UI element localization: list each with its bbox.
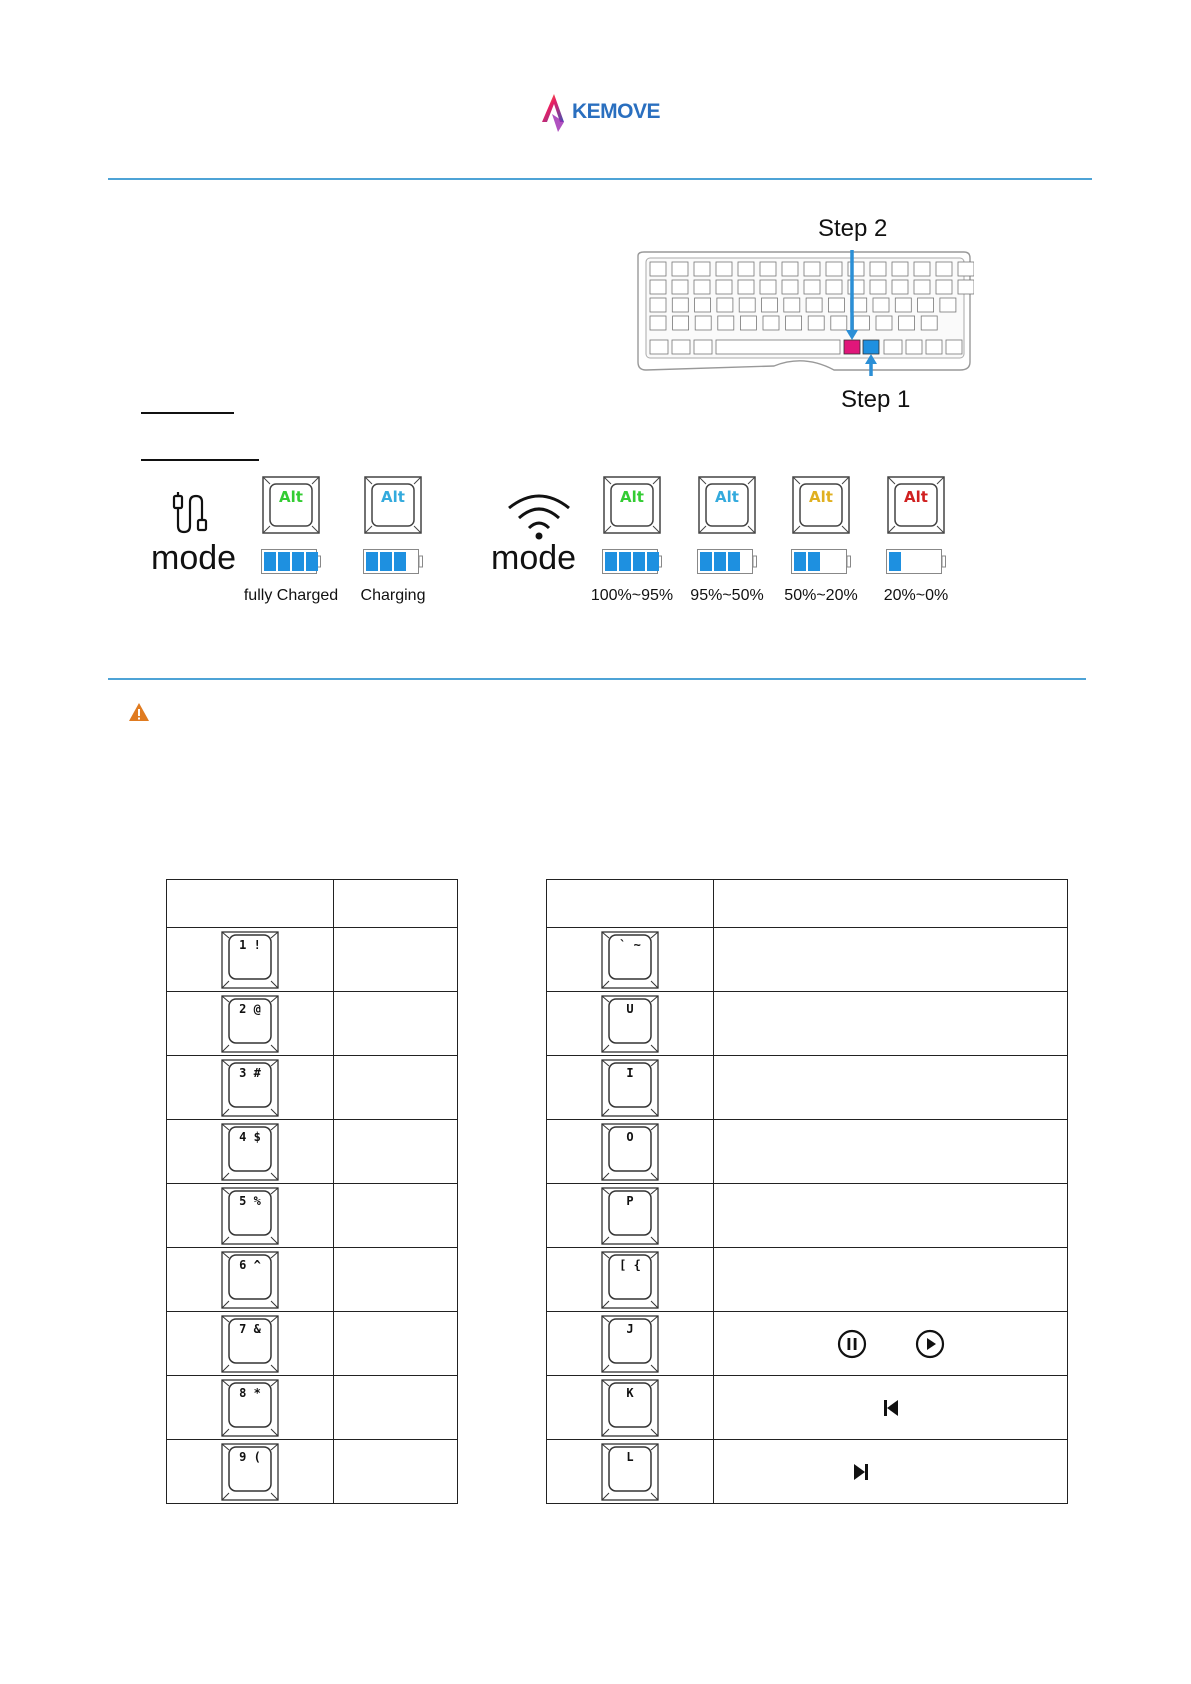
step2-label: Step 2 [818,215,888,242]
battery-cell [278,552,290,571]
left-table-row [167,992,458,1056]
left-table-row [167,1312,458,1376]
description-cell [334,1248,458,1312]
step1-label: Step 1 [841,386,911,413]
heading-underline-1 [141,412,234,414]
key-cell [167,1184,334,1248]
keycap [221,1123,279,1181]
keycap [601,1187,659,1245]
svg-text:Alt: Alt [904,488,928,506]
keycap-label: I [626,1065,634,1080]
next-track-icon [851,1462,871,1482]
key-cell [547,1184,714,1248]
keycap-label: P [626,1193,634,1208]
keycap [221,995,279,1053]
alt-key-indicator [698,476,756,534]
battery-icon [261,549,321,574]
battery-cell [306,552,318,571]
battery-cell [380,552,392,571]
battery-caption: 50%~20% [784,587,858,604]
keycap-label: 5 % [239,1193,261,1208]
keycap [221,1187,279,1245]
description-cell [714,992,1068,1056]
battery-state-wireless-2 [778,476,864,605]
keycap-label: ` ~ [619,937,641,952]
alt-key-indicator [364,476,422,534]
right-table-row [547,1440,1068,1504]
keycap-label: 6 ^ [239,1257,261,1272]
keycap-label: 4 $ [239,1129,261,1144]
description-cell [334,992,458,1056]
description-cell [714,1312,1068,1376]
left-table-row [167,1248,458,1312]
right-table-row [547,1120,1068,1184]
keycap-label: 3 # [239,1065,261,1080]
left-shortcut-table [166,879,458,1504]
description-cell [714,928,1068,992]
battery-icon [363,549,423,574]
right-shortcut-table [546,879,1068,1504]
key-cell [167,1056,334,1120]
battery-state-wired-0 [243,476,339,605]
keyboard-diagram [634,250,974,378]
keycap-label: U [626,1001,634,1016]
battery-cell [366,552,378,571]
battery-cell [292,552,304,571]
key-cell [547,1056,714,1120]
key-cell [547,1440,714,1504]
battery-state-wireless-1 [684,476,770,605]
battery-caption: 95%~50% [690,587,764,604]
pause-icon [837,1329,867,1359]
key-cell [167,1376,334,1440]
keycap [601,1379,659,1437]
battery-cell [728,552,740,571]
svg-text:Alt: Alt [279,488,303,506]
battery-caption: 20%~0% [883,587,949,604]
keycap-label: 9 ( [239,1449,261,1464]
keycap [601,995,659,1053]
battery-caption: Charging [360,587,426,604]
keycap [601,1059,659,1117]
battery-cell [714,552,726,571]
battery-cell [794,552,806,571]
battery-caption: fully Charged [243,587,339,604]
wired-mode-label: mode [151,539,237,577]
key-cell [167,1312,334,1376]
previous-track-icon [881,1398,901,1418]
keycap [221,1379,279,1437]
key-cell [547,1248,714,1312]
key-cell [167,1440,334,1504]
battery-state-wired-1 [350,476,436,605]
key-cell [167,1120,334,1184]
battery-icon [886,549,946,574]
battery-cell [394,552,406,571]
left-table-row [167,1120,458,1184]
battery-cell [264,552,276,571]
keycap [221,1443,279,1501]
description-cell [334,1312,458,1376]
right-table-row [547,1312,1068,1376]
keycap-label: 2 @ [239,1001,261,1016]
usb-cable-icon [170,492,210,536]
keycap-label: L [626,1449,634,1464]
left-table-row [167,1184,458,1248]
play-icon [915,1329,945,1359]
key-cell [167,1248,334,1312]
key-cell [547,1376,714,1440]
keycap [221,1251,279,1309]
kemove-a-icon [540,92,574,136]
description-cell [334,1056,458,1120]
svg-text:Alt: Alt [809,488,833,506]
keycap-label: K [626,1385,634,1400]
keycap [601,931,659,989]
battery-cell [808,552,820,571]
description-cell [334,1376,458,1440]
keycap-label: 8 * [239,1385,261,1400]
keycap-label: J [626,1321,634,1336]
description-cell [334,1184,458,1248]
keycap [601,1251,659,1309]
keycap-label: [ { [619,1257,641,1272]
battery-cell [619,552,631,571]
left-table-row [167,1056,458,1120]
battery-cell [889,552,901,571]
svg-text:Alt: Alt [381,488,405,506]
battery-icon [697,549,757,574]
description-cell [334,1120,458,1184]
description-cell [714,1056,1068,1120]
keycap [601,1123,659,1181]
key-cell [167,928,334,992]
right-table-row [547,992,1068,1056]
keycap-label: 7 & [239,1321,261,1336]
left-table-row [167,1376,458,1440]
battery-state-wireless-0 [589,476,675,605]
battery-cell [605,552,617,571]
key-cell [547,992,714,1056]
description-cell [714,1440,1068,1504]
description-cell [714,1120,1068,1184]
keycap [601,1315,659,1373]
middle-divider [108,678,1086,680]
right-table-row [547,1056,1068,1120]
description-cell [714,1184,1068,1248]
right-table-row [547,928,1068,992]
alt-key-indicator [262,476,320,534]
keycap [601,1443,659,1501]
warning-icon [128,702,150,722]
keycap [221,1059,279,1117]
battery-cell [700,552,712,571]
alt-key-indicator [603,476,661,534]
heading-underline-2 [141,459,259,461]
left-table-row [167,928,458,992]
battery-icon [791,549,851,574]
description-cell [714,1248,1068,1312]
keycap-label: O [626,1129,634,1144]
battery-cell [647,552,659,571]
key-cell [167,992,334,1056]
battery-cell [633,552,645,571]
alt-key-indicator [792,476,850,534]
alt-key-indicator [887,476,945,534]
key-cell [547,1120,714,1184]
description-cell [334,1440,458,1504]
left-table-row [167,1440,458,1504]
keycap [221,1315,279,1373]
top-divider [108,178,1092,180]
right-table-row [547,1376,1068,1440]
brand-name: KEMOVE [572,100,661,123]
wireless-mode-label: mode [491,539,577,577]
wifi-icon [505,490,573,540]
keycap [221,931,279,989]
keycap-label: 1 ! [239,937,261,952]
description-cell [334,928,458,992]
key-cell [547,1312,714,1376]
key-cell [547,928,714,992]
battery-caption: 100%~95% [590,587,674,604]
battery-icon [602,549,662,574]
svg-text:Alt: Alt [715,488,739,506]
right-table-row [547,1184,1068,1248]
kemove-logo [540,92,660,136]
svg-text:Alt: Alt [620,488,644,506]
right-table-row [547,1248,1068,1312]
description-cell [714,1376,1068,1440]
battery-state-wireless-3 [873,476,959,605]
